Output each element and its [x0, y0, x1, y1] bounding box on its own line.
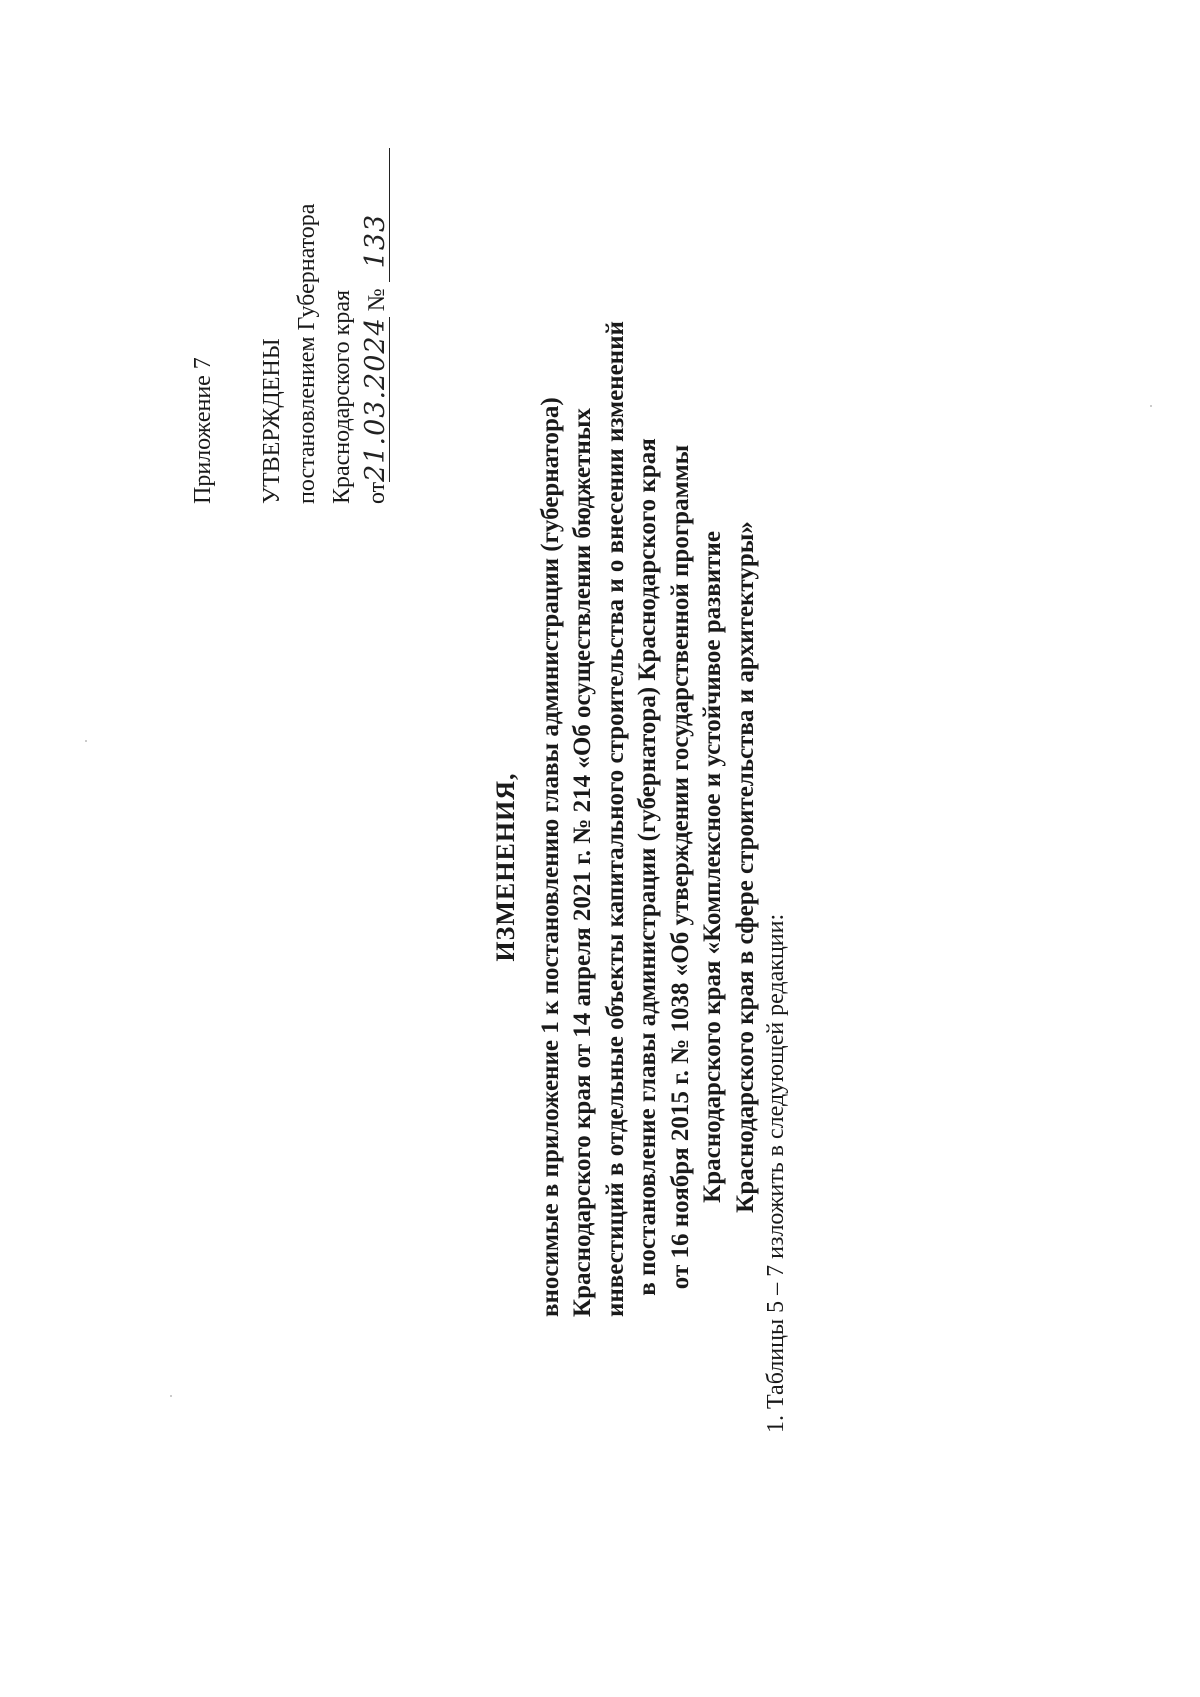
document-title	[490, 321, 762, 1317]
scan-speck	[85, 740, 87, 742]
title-line: Краснодарского края от 14 апреля 2021 г. № 214 «Об осуществлении бюджетных	[569, 408, 596, 1317]
approved-heading: УТВЕРЖДЕНЫ	[259, 338, 285, 504]
approved-by-line: постановлением Губернатора	[294, 203, 320, 504]
title-heading: ИЗМЕНЕНИЯ,	[491, 772, 520, 962]
scan-speck	[170, 1395, 172, 1397]
approval-date-number-line	[360, 148, 395, 504]
handwritten-date: 21.03.2024	[360, 317, 391, 482]
title-line: Краснодарского края в сфере строительства и архитектуры»	[731, 521, 759, 1213]
approval-stamp-block	[255, 148, 395, 504]
title-line: вносимые в приложение 1 к постановлению главы администрации (губернатора)	[536, 397, 564, 1317]
title-line: в постановление главы администрации (губернатора) Краснодарского края	[634, 438, 661, 1296]
scan-speck	[1150, 405, 1152, 407]
title-line: инвестиций в отдельные объекты капитального строительства и о внесении изменений	[601, 321, 629, 1317]
title-line: Краснодарского края «Комплексное и устойчивое развитие	[699, 531, 726, 1203]
number-sign: №	[364, 288, 390, 312]
title-line: от 16 ноября 2015 г. № 1038 «Об утверждении государственной программы	[666, 444, 694, 1290]
date-prefix: от	[364, 481, 390, 504]
body-paragraph: 1. Таблицы 5 – 7 изложить в следующей редакции:	[763, 913, 789, 1433]
appendix-label: Приложение 7	[190, 357, 216, 504]
handwritten-number: 133	[363, 148, 390, 282]
approved-region-line: Краснодарского края	[329, 289, 355, 504]
